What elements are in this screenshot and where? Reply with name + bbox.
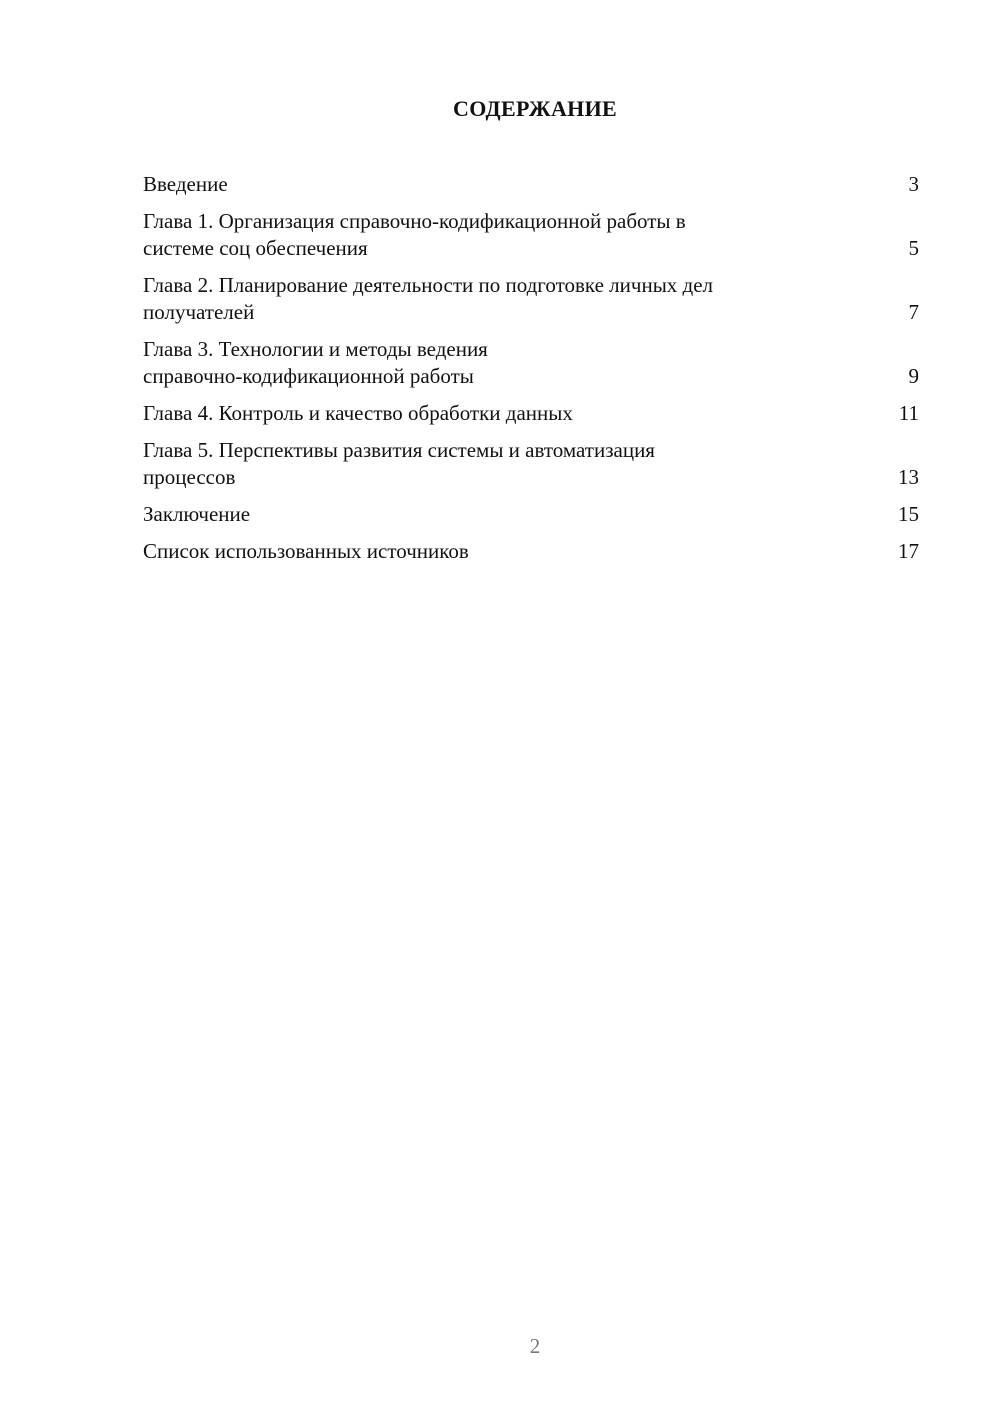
toc-entry-text: Введение <box>143 172 228 196</box>
toc-entry-text: Список использованных источников <box>143 539 469 563</box>
toc-entry-text: Глава 2. Планирование деятельности по подготовке личных дел получателей <box>143 273 714 324</box>
toc-entry-text: Глава 3. Технологии и методы ведения справочно-кодификационной работы <box>143 337 488 388</box>
toc-entry-page: 3 <box>908 172 919 196</box>
toc-entry-references <box>143 538 919 565</box>
toc-entry-page: 17 <box>898 539 919 563</box>
toc-entry-text: Глава 1. Организация справочно-кодификационной работы в системе соц обеспечения <box>143 209 686 260</box>
toc-entry-page: 13 <box>898 465 919 489</box>
toc-entry-page: 7 <box>908 300 919 324</box>
toc-entry-text: Заключение <box>143 502 251 526</box>
toc-entry-introduction <box>143 171 919 198</box>
table-of-contents <box>143 171 919 575</box>
toc-entry-chapter-3 <box>143 336 919 390</box>
page-number: 2 <box>529 1334 541 1358</box>
toc-entry-chapter-2 <box>143 272 919 326</box>
page-title: СОДЕРЖАНИЕ <box>453 96 617 121</box>
toc-entry-page: 11 <box>898 401 919 425</box>
toc-entry-text: Глава 4. Контроль и качество обработки данных <box>143 401 573 425</box>
toc-entry-chapter-4 <box>143 400 919 427</box>
toc-entry-page: 15 <box>898 502 919 526</box>
toc-entry-page: 5 <box>908 236 919 260</box>
toc-entry-text: Глава 5. Перспективы развития системы и автоматизация процессов <box>143 438 655 489</box>
toc-entry-chapter-5 <box>143 437 919 491</box>
toc-entry-chapter-1 <box>143 208 919 262</box>
toc-entry-conclusion <box>143 501 919 528</box>
toc-entry-page: 9 <box>908 364 919 388</box>
